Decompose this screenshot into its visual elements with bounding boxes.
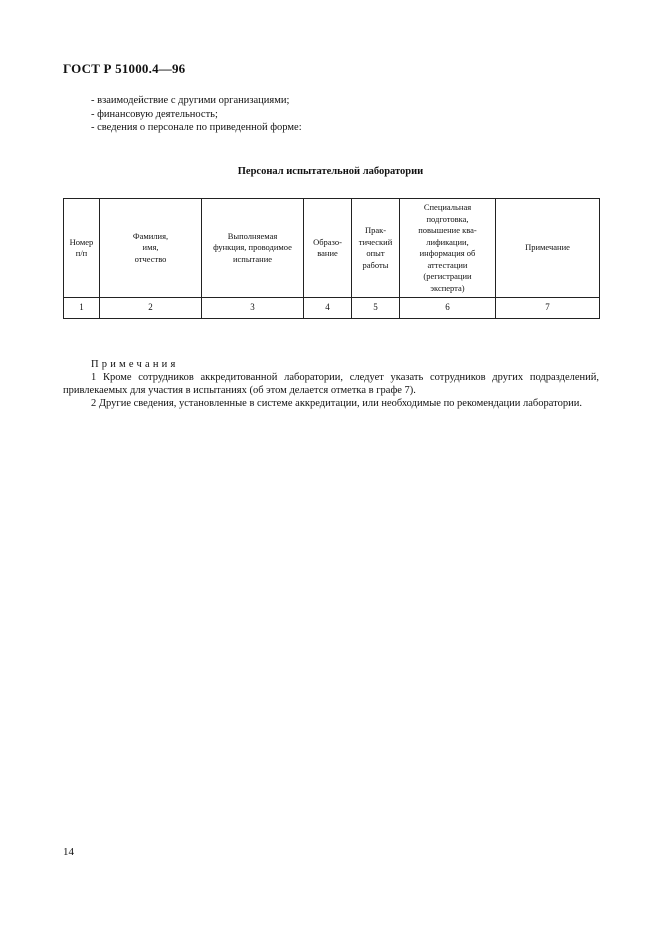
table-title: Персонал испытательной лаборатории [237, 166, 424, 177]
notes-heading: Примечания [91, 359, 179, 370]
column-header-line: работы [362, 259, 389, 270]
column-header-line: лификации, [426, 236, 469, 247]
column-header-line: испытание [232, 253, 273, 264]
column-header-training [400, 199, 496, 298]
column-header-line: опыт [366, 248, 385, 258]
column-header-line: Специальная [423, 202, 472, 212]
bullet-item: - взаимодействие с другими организациями; [91, 95, 290, 106]
column-header-line: имя, [142, 242, 159, 253]
column-number-cell: 6 [400, 298, 496, 319]
column-header-name [100, 199, 202, 298]
column-number-cell: 7 [496, 298, 600, 319]
column-header-line: аттестации [427, 259, 468, 270]
bullet-item: - финансовую деятельность; [91, 108, 218, 120]
column-header-line: Фамилия, [132, 230, 169, 241]
column-number-cell: 5 [352, 298, 400, 319]
document-code: ГОСТ Р 51000.4—96 [63, 61, 186, 76]
column-header-line: тический [358, 236, 393, 247]
column-header-line: Образо- [313, 236, 342, 247]
column-number-cell: 2 [100, 298, 202, 319]
column-header-function [202, 199, 304, 298]
column-number-cell: 4 [304, 298, 352, 319]
column-header-line: функция, проводимое [213, 242, 292, 253]
note-item: 1 Кроме сотрудников аккредитованной лаборатории, следует указать сотрудников других подразделений, привлекаемых для участия в испытаниях (об этом делается отметка в графе 7). [63, 372, 599, 396]
column-numbers-row [64, 298, 600, 319]
column-number-cell: 1 [64, 298, 100, 319]
column-header-experience [352, 199, 400, 298]
table-header-row [64, 199, 600, 298]
column-number-cell: 3 [202, 298, 304, 319]
column-header-line: отчество [134, 253, 167, 264]
notes-section [63, 358, 599, 410]
column-header-line: подготовка, [426, 213, 469, 224]
column-header-education [304, 199, 352, 298]
column-header-line: вание [317, 248, 338, 258]
column-header-line: (регистрации [423, 271, 472, 281]
column-header-line: Номер [69, 236, 94, 247]
column-header-line: информация об [419, 248, 476, 258]
column-header-line: Примечание [525, 242, 570, 253]
column-header-line: эксперта) [430, 282, 465, 293]
column-header-number [64, 199, 100, 298]
personnel-table [63, 198, 600, 319]
note-item: 2 Другие сведения, установленные в системе аккредитации, или необходимые по рекомендации лаборатории. [91, 398, 582, 409]
bullet-list [91, 94, 302, 135]
column-header-line: повышение ква- [418, 225, 477, 235]
column-header-line: Выполняемая [227, 230, 278, 241]
column-header-line: п/п [75, 248, 88, 258]
column-header-note [496, 199, 600, 298]
column-header-line: Прак- [364, 225, 387, 235]
bullet-item: - сведения о персонале по приведенной форме: [91, 122, 302, 133]
page-number: 14 [63, 846, 74, 858]
